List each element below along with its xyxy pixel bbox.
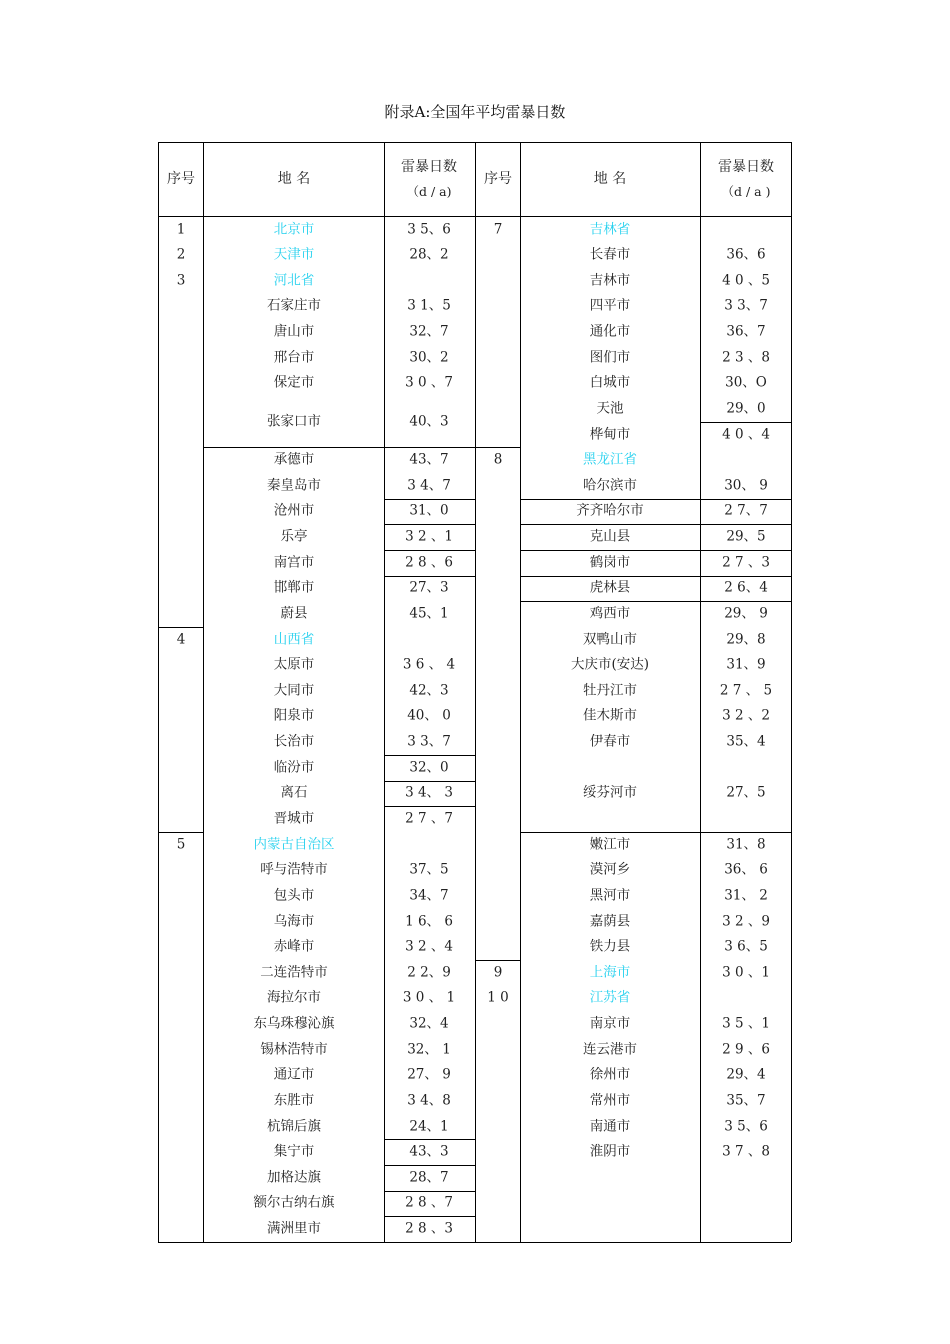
thunder-days-value: 29、5 [726,528,766,545]
thunder-days-value: 3 0 、1 [722,964,770,981]
place-name: 临汾市 [273,758,315,775]
thunder-days-value: 3 4、8 [407,1092,451,1109]
thunder-days-value: 3 2 、2 [722,707,770,724]
table-rule [520,601,791,602]
thunder-days-value: 1 6、 6 [405,912,453,929]
place-name: 南宫市 [273,553,315,570]
thunder-days-value: 43、7 [409,451,449,468]
table-rule [158,832,203,833]
header-seq-left: 序号 [167,171,195,187]
place-name: 南京市 [589,1015,631,1032]
place-name: 阳泉市 [273,707,315,724]
table-rule [520,550,791,551]
thunder-days-value: 3 5、6 [407,220,451,237]
header-seq-right: 序号 [484,171,512,187]
thunder-days-value: 3 5、6 [724,1117,768,1134]
header-days-right-unit: （d / a ) [721,183,771,199]
thunder-days-value: 3 6 、 4 [402,656,456,673]
thunder-days-value: 2 6、4 [724,579,768,596]
page-title: 附录A:全国年平均雷暴日数 [384,103,566,121]
seq-number: 8 [493,451,503,468]
table-rule [475,960,520,961]
place-name: 常州市 [589,1092,631,1109]
header-place-right: 地 名 [593,171,627,187]
place-name: 赤峰市 [273,938,315,955]
place-name: 二连浩特市 [260,964,328,981]
table-rule [384,806,475,807]
seq-number: 1 0 [487,989,509,1006]
thunder-days-value: 4 0 、5 [722,272,770,288]
seq-number: 5 [176,835,186,852]
place-name: 长治市 [273,733,315,750]
thunder-days-value: 36、 6 [724,861,768,878]
place-name: 绥芬河市 [583,784,637,801]
thunder-days-value: 2 8 、6 [405,553,453,570]
place-name: 鹤岗市 [589,553,631,570]
thunder-days-value: 2 7 、3 [722,553,770,570]
seq-number: 1 [176,220,186,237]
thunder-days-value: 40、3 [409,412,449,429]
place-name: 连云港市 [583,1040,637,1057]
place-name: 克山县 [589,528,631,545]
header-days-left: 雷暴日数 [401,159,457,175]
table-rule [520,524,791,525]
thunder-days-value: 28、2 [409,246,449,263]
thunder-days-value: 29、8 [726,630,766,647]
place-name: 四平市 [589,297,631,314]
place-name: 乌海市 [273,912,315,929]
table-rule [384,1216,475,1217]
place-name: 通化市 [589,323,631,340]
place-name: 图们市 [589,348,631,365]
place-name: 天池 [596,400,624,417]
thunder-days-value: 3 3、7 [407,733,451,750]
place-name: 保定市 [273,374,315,391]
table-rule [384,1165,475,1166]
place-name: 大同市 [273,682,315,699]
place-name: 呼与浩特市 [260,861,328,878]
province-name: 上海市 [589,964,631,981]
thunder-days-value: 2 7 、 5 [719,682,773,699]
province-name: 内蒙古自治区 [253,835,335,852]
place-name: 齐齐哈尔市 [576,502,644,519]
table-rule [384,1191,475,1192]
table-rule [520,832,791,833]
thunderstorm-days-table [158,142,792,1243]
place-name: 离石 [280,784,308,801]
place-name: 包头市 [273,887,315,904]
table-rule [475,142,476,1242]
place-name: 嫩江市 [589,835,631,852]
table-rule [520,499,791,500]
place-name: 集宁市 [273,1143,315,1160]
province-name: 天津市 [273,246,315,263]
place-name: 东乌珠穆沁旗 [253,1015,335,1032]
thunder-days-value: 29、 9 [724,605,768,622]
province-name: 黑龙江省 [583,451,637,468]
province-name: 江苏省 [589,989,631,1006]
place-name: 额尔古纳右旗 [253,1194,335,1211]
place-name: 大庆市(安达) [570,656,650,673]
place-name: 黑河市 [589,887,631,904]
thunder-days-value: 30、O [725,374,767,391]
place-name: 白城市 [589,374,631,391]
place-name: 徐州市 [589,1066,631,1083]
province-name: 北京市 [273,220,315,237]
place-name: 沧州市 [273,502,315,519]
table-rule [384,1139,475,1140]
thunder-days-value: 3 1、5 [407,297,451,314]
thunder-days-value: 31、 2 [724,887,768,904]
place-name: 桦甸市 [589,425,631,442]
table-rule [384,524,475,525]
place-name: 东胜市 [273,1092,315,1109]
place-name: 伊春市 [589,733,631,750]
seq-number: 2 [176,246,186,263]
thunder-days-value: 3 0 、7 [405,374,453,391]
thunder-days-value: 35、7 [726,1092,766,1109]
thunder-days-value: 3 2 、1 [405,528,453,545]
thunder-days-value: 31、9 [726,656,766,673]
table-rule [384,550,475,551]
thunder-days-value: 30、 9 [724,477,768,494]
place-name: 吉林市 [589,272,631,288]
header-days-left-unit: （d / a) [406,183,452,199]
thunder-days-value: 2 3 、8 [722,348,770,365]
thunder-days-value: 31、0 [409,502,449,519]
table-rule [791,142,792,1242]
thunder-days-value: 32、 1 [407,1040,451,1057]
place-name: 乐亭 [280,528,308,545]
place-name: 海拉尔市 [267,989,321,1006]
thunder-days-value: 27、3 [409,579,449,596]
header-place-left: 地 名 [277,171,311,187]
table-rule [384,142,385,1242]
table-rule [158,1242,791,1243]
thunder-days-value: 3 0 、 1 [402,989,456,1006]
thunder-days-value: 42、3 [409,682,449,699]
place-name: 双鸭山市 [583,630,637,647]
place-name: 蔚县 [280,605,308,622]
place-name: 秦皇岛市 [267,477,321,494]
place-name: 长春市 [589,246,631,263]
place-name: 南通市 [589,1117,631,1134]
table-rule [520,142,521,1242]
table-rule [384,755,475,756]
place-name: 晋城市 [273,810,315,827]
thunder-days-value: 3 3、7 [724,297,768,314]
thunder-days-value: 32、7 [409,323,449,340]
thunder-days-value: 45、1 [409,605,449,622]
place-name: 邢台市 [273,348,315,365]
thunder-days-value: 29、4 [726,1066,766,1083]
table-rule [203,447,475,448]
thunder-days-value: 24、1 [409,1117,449,1134]
table-rule [384,576,475,577]
place-name: 牡丹江市 [583,682,637,699]
place-name: 唐山市 [273,323,315,340]
place-name: 漠河乡 [589,861,631,878]
thunder-days-value: 3 4、 3 [405,784,453,801]
seq-number: 4 [176,630,186,647]
table-rule [158,627,203,628]
thunder-days-value: 37、5 [409,861,449,878]
place-name: 嘉荫县 [589,912,631,929]
place-name: 杭锦后旗 [267,1117,321,1134]
thunder-days-value: 3 7 、8 [722,1143,770,1160]
thunder-days-value: 36、7 [726,323,766,340]
header-days-right: 雷暴日数 [718,159,774,175]
place-name: 淮阴市 [589,1143,631,1160]
table-rule [700,142,701,1242]
thunder-days-value: 27、5 [726,784,766,801]
place-name: 铁力县 [589,938,631,955]
place-name: 满洲里市 [267,1220,321,1237]
place-name: 张家口市 [267,412,321,429]
thunder-days-value: 28、7 [409,1169,449,1186]
seq-number: 9 [493,964,503,981]
thunder-days-value: 40、 0 [407,707,451,724]
thunder-days-value: 3 4、7 [407,477,451,494]
table-rule [520,576,791,577]
thunder-days-value: 2 8 、7 [405,1194,453,1211]
thunder-days-value: 36、6 [726,246,766,263]
thunder-days-value: 2 7、7 [724,502,768,519]
table-rule [158,142,159,1242]
place-name: 石家庄市 [267,297,321,314]
thunder-days-value: 30、2 [409,348,449,365]
thunder-days-value: 31、8 [726,835,766,852]
province-name: 山西省 [273,630,315,647]
place-name: 哈尔滨市 [583,477,637,494]
place-name: 邯郸市 [273,579,315,596]
thunder-days-value: 32、0 [409,758,449,775]
table-rule [475,447,520,448]
thunder-days-value: 29、0 [726,400,766,417]
place-name: 虎林县 [589,579,631,596]
place-name: 加格达旗 [267,1169,321,1186]
thunder-days-value: 3 2 、9 [722,912,770,929]
province-name: 吉林省 [589,220,631,237]
thunder-days-value: 2 2、9 [407,964,451,981]
table-rule [384,499,475,500]
seq-number: 3 [176,272,186,288]
thunder-days-value: 34、7 [409,887,449,904]
seq-number: 7 [493,220,503,237]
province-name: 河北省 [273,272,315,288]
place-name: 通辽市 [273,1066,315,1083]
place-name: 承德市 [273,451,315,468]
thunder-days-value: 2 7 、7 [405,810,453,827]
place-name: 鸡西市 [589,605,631,622]
thunder-days-value: 32、4 [409,1015,449,1032]
place-name: 佳木斯市 [583,707,637,724]
thunder-days-value: 3 6、5 [724,938,768,955]
place-name: 太原市 [273,656,315,673]
thunder-days-value: 27、 9 [407,1066,451,1083]
thunder-days-value: 4 0 、4 [722,425,770,442]
place-name: 锡林浩特市 [260,1040,328,1057]
table-rule [700,422,791,423]
thunder-days-value: 43、3 [409,1143,449,1160]
thunder-days-value: 3 2 、4 [405,938,453,955]
table-rule [203,142,204,1242]
table-rule [384,781,475,782]
thunder-days-value: 2 8 、3 [405,1220,453,1237]
thunder-days-value: 35、4 [726,733,766,750]
thunder-days-value: 3 5 、1 [722,1015,770,1032]
thunder-days-value: 2 9 、6 [722,1040,770,1057]
